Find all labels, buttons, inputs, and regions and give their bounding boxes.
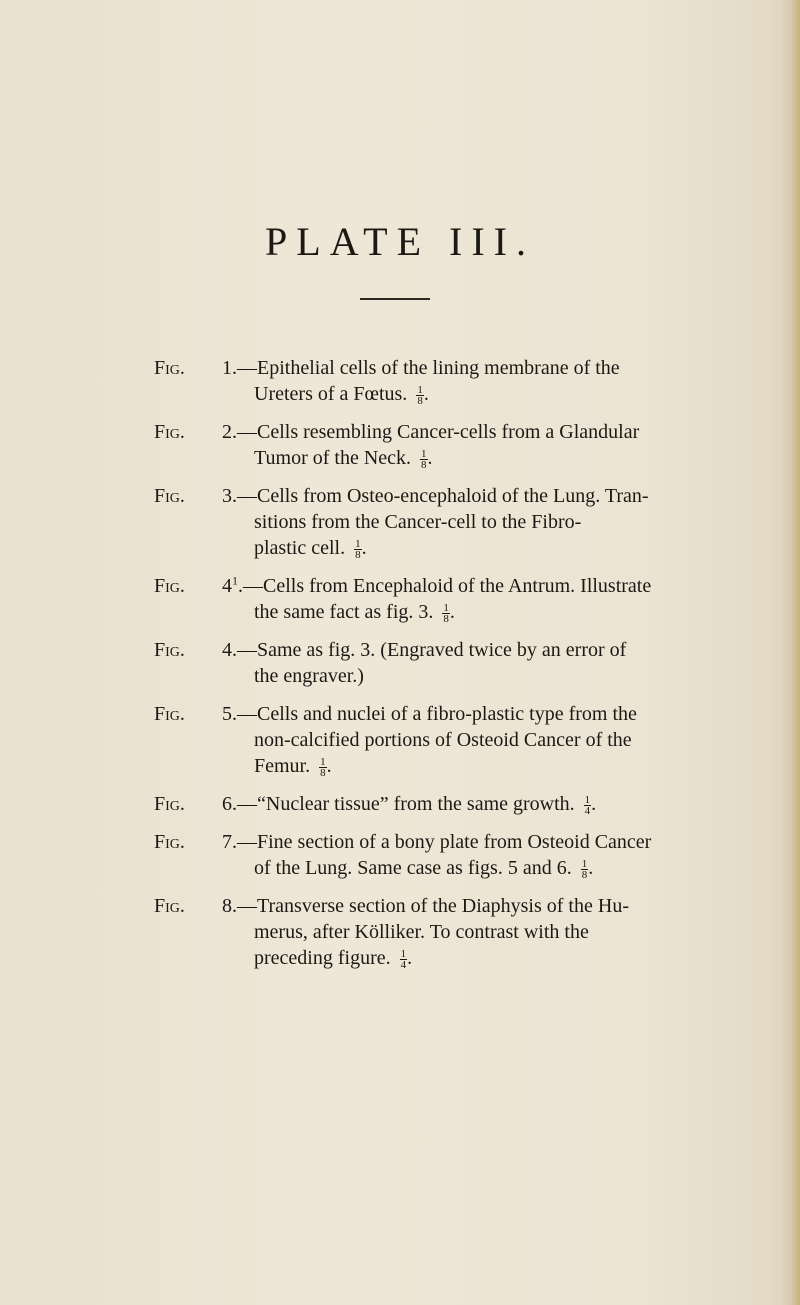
fraction-numerator: 1 <box>581 857 588 870</box>
magnification-fraction <box>400 949 408 970</box>
figure-description: —“Nuclear tissue” from the same growth. <box>237 793 575 815</box>
magnification-fraction <box>420 449 428 470</box>
fraction-numerator: 1 <box>320 755 326 768</box>
figure-text-line <box>222 701 710 727</box>
figure-number-suffix: . <box>238 575 243 597</box>
figure-description: the same fact as fig. 3. <box>254 601 434 623</box>
plate-title: PLATE III. <box>265 219 535 264</box>
figure-entry <box>154 355 710 407</box>
figure-number: 7. <box>222 831 237 853</box>
figure-description: Femur. <box>254 755 311 777</box>
figure-number: 2. <box>222 421 237 443</box>
figure-number: 5. <box>222 703 237 725</box>
magnification-fraction <box>354 539 362 560</box>
figure-text-line <box>222 727 710 753</box>
figure-description: merus, after Kölliker. To contrast with the <box>254 921 589 943</box>
figure-description: of the Lung. Same case as figs. 5 and 6. <box>254 857 572 879</box>
figure-number: 3. <box>222 485 237 507</box>
figure-text-line <box>222 445 710 471</box>
fraction-denominator: 4 <box>584 804 591 817</box>
figure-number: 8. <box>222 895 237 917</box>
fraction-period: . <box>423 383 429 405</box>
fraction-denominator: 8 <box>443 612 449 625</box>
figure-text-line <box>222 791 710 817</box>
figure-text-line <box>222 637 710 663</box>
fraction-numerator: 1 <box>584 793 591 806</box>
figure-text-line <box>222 753 710 779</box>
figure-label-word: Fig. <box>154 831 185 853</box>
figure-number-superscript: 1 <box>232 573 238 588</box>
figure-description: —Same as fig. 3. (Engraved twice by an error of <box>237 639 627 661</box>
figure-entry <box>154 637 710 689</box>
figure-entry <box>154 791 710 817</box>
figure-label-word: Fig. <box>154 895 185 917</box>
figure-label-word: Fig. <box>154 485 185 507</box>
fraction-denominator: 8 <box>355 548 361 561</box>
fraction-numerator: 1 <box>400 947 407 960</box>
figure-text-line <box>222 483 710 509</box>
figure-text-line <box>222 535 710 561</box>
figure-text-line <box>222 855 710 881</box>
fraction-period: . <box>591 793 597 815</box>
figure-text-line <box>222 599 710 625</box>
page-edge <box>782 0 800 1305</box>
figure-label-word: Fig. <box>154 575 185 597</box>
figure-label <box>154 483 185 509</box>
figure-label-word: Fig. <box>154 421 185 443</box>
figure-description: —Cells from Osteo-encephaloid of the Lung. Tran- <box>237 485 649 507</box>
figure-description: sitions from the Cancer-cell to the Fibro- <box>254 511 582 533</box>
figure-text-line <box>222 381 710 407</box>
fraction-period: . <box>407 947 413 969</box>
title-rule <box>360 298 430 300</box>
magnification-fraction <box>442 603 450 624</box>
fraction-denominator: 8 <box>581 868 588 881</box>
figure-text-line <box>222 419 710 445</box>
figure-label-word: Fig. <box>154 703 185 725</box>
figure-entry <box>154 893 710 971</box>
fraction-denominator: 8 <box>320 766 326 779</box>
figure-label-word: Fig. <box>154 639 185 661</box>
figure-description: preceding figure. <box>254 947 391 969</box>
figure-label <box>154 893 185 919</box>
fraction-denominator: 8 <box>421 458 427 471</box>
fraction-period: . <box>427 447 433 469</box>
magnification-fraction <box>319 757 327 778</box>
figure-description: non-calcified portions of Osteoid Cancer of the <box>254 729 632 751</box>
figure-entry <box>154 573 710 625</box>
figure-text-line <box>222 829 710 855</box>
figure-description: —Fine section of a bony plate from Osteoid Cancer <box>237 831 652 853</box>
figure-description: plastic cell. <box>254 537 346 559</box>
fraction-denominator: 4 <box>400 958 407 971</box>
figure-label <box>154 637 185 663</box>
fraction-numerator: 1 <box>417 383 423 396</box>
figure-entry <box>154 829 710 881</box>
figure-description: —Transverse section of the Diaphysis of the Hu- <box>237 895 629 917</box>
figure-description: —Cells resembling Cancer-cells from a Glandular <box>237 421 640 443</box>
fraction-denominator: 8 <box>417 394 423 407</box>
figure-entry <box>154 483 710 561</box>
fraction-period: . <box>361 537 367 559</box>
figure-label <box>154 419 185 445</box>
figure-description: the engraver.) <box>254 665 364 687</box>
figure-entry <box>154 419 710 471</box>
fraction-numerator: 1 <box>421 447 427 460</box>
figure-label <box>154 791 185 817</box>
fraction-period: . <box>588 857 594 879</box>
figure-entry <box>154 701 710 779</box>
figure-text-line <box>222 573 710 599</box>
fraction-numerator: 1 <box>355 537 361 550</box>
figure-label <box>154 355 185 381</box>
figure-description: —Epithelial cells of the lining membrane of the <box>237 357 620 379</box>
figure-text-line <box>222 893 710 919</box>
fraction-numerator: 1 <box>443 601 449 614</box>
figure-text-line <box>222 355 710 381</box>
figure-description: Ureters of a Fœtus. <box>254 383 408 405</box>
figure-label-word: Fig. <box>154 793 185 815</box>
figure-label <box>154 829 185 855</box>
fraction-period: . <box>449 601 455 623</box>
figure-label <box>154 701 185 727</box>
magnification-fraction <box>416 385 424 406</box>
figure-number: 4 <box>222 575 232 597</box>
figure-text-line <box>222 919 710 945</box>
figure-text-line <box>222 945 710 971</box>
figure-number: 6. <box>222 793 237 815</box>
fraction-period: . <box>326 755 332 777</box>
figure-label-word: Fig. <box>154 357 185 379</box>
figure-text-line <box>222 663 710 689</box>
figure-label <box>154 573 185 599</box>
figure-number: 1. <box>222 357 237 379</box>
figure-description: Tumor of the Neck. <box>254 447 412 469</box>
figure-description: —Cells from Encephaloid of the Antrum. Illustrate <box>243 575 652 597</box>
figure-number: 4. <box>222 639 237 661</box>
figure-text-line <box>222 509 710 535</box>
figure-description: —Cells and nuclei of a fibro-plastic type from the <box>237 703 637 725</box>
